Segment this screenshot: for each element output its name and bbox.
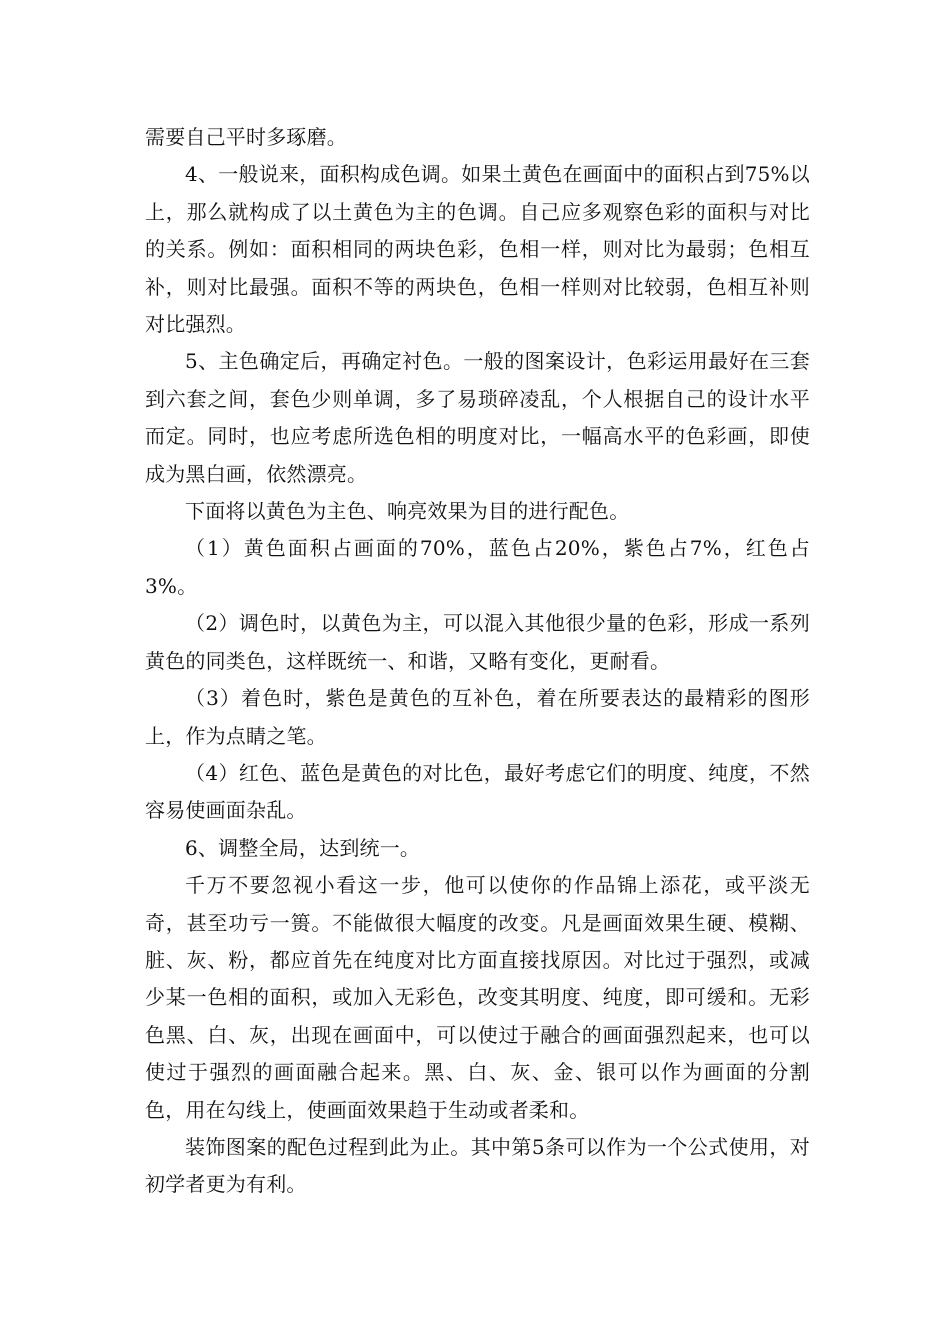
- paragraph-continuation: 需要自己平时多琢磨。: [145, 125, 347, 149]
- paragraph-item-6: 6、调整全局，达到统一。: [185, 835, 421, 860]
- paragraph-item-5: 5、主色确定后，再确定衬色。一般的图案设计，色彩运用最好在三套到六套之间，套色少则单调，多了易琐碎凌乱，个人根据自己的设计水平而定。同时，也应考虑所选色相的明度对比，一幅高水平的色彩画，即使成为黑白画，依然漂亮。: [145, 349, 810, 486]
- paragraph-sub-4: （4）红色、蓝色是黄色的对比色，最好考虑它们的明度、纯度，不然容易使画面杂乱。: [145, 760, 810, 823]
- paragraph-sub-2: （2）调色时，以黄色为主，可以混入其他很少量的色彩，形成一系列黄色的同类色，这样既统一、和谐，又略有变化，更耐看。: [145, 611, 810, 673]
- paragraph-conclusion: 装饰图案的配色过程到此为止。其中第5条可以作为一个公式使用，对初学者更为有利。: [145, 1134, 810, 1197]
- paragraph-intro: 下面将以黄色为主色、响亮效果为目的进行配色。: [185, 499, 630, 524]
- paragraph-item-4: 4、一般说来，面积构成色调。如果土黄色在画面中的面积占到75%以上，那么就构成了以土黄色为主的色调。自己应多观察色彩的面积与对比的关系。例如：面积相同的两块色彩，色相一样，则对比为最弱；色相互补，则对比最强。面积不等的两块色，色相一样则对比较弱，色相互补则对比强烈。: [145, 162, 810, 337]
- paragraph-sub-1: （1）黄色面积占画面的70%，蓝色占20%，紫色占7%，红色占3%。: [145, 536, 810, 598]
- paragraph-adjustment: 千万不要忽视小看这一步，他可以使你的作品锦上添花，或平淡无奇，甚至功亏一篑。不能做很大幅度的改变。凡是画面效果生硬、模糊、脏、灰、粉，都应首先在纯度对比方面直接找原因。对比过于强烈，或减少某一色相的面积，或加入无彩色，改变其明度、纯度，即可缓和。无彩色黑、白、灰，出现在画面中，可以使过于融合的画面强烈起来，也可以使过于强烈的画面融合起来。黑、白、灰、金、银可以作为画面的分割色，用在勾线上，使画面效果趋于生动或者柔和。: [145, 873, 810, 1122]
- paragraph-sub-3: （3）着色时，紫色是黄色的互补色，着在所要表达的最精彩的图形上，作为点睛之笔。: [145, 686, 810, 748]
- document-body: [145, 119, 810, 1204]
